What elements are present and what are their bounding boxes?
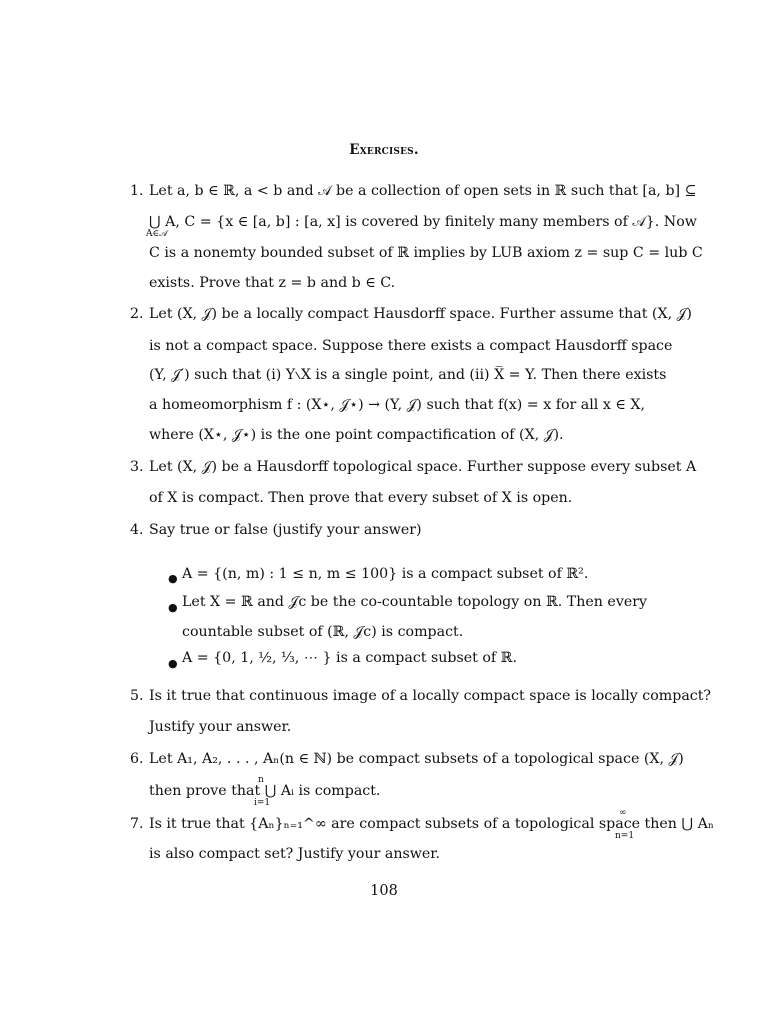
exercise-line: Let (X, 𝒥) be a Hausdorff topological space. Further suppose every subset A: [149, 459, 697, 475]
union-lower-limit: n=1: [615, 831, 635, 841]
bullet-marker: ●: [168, 657, 178, 670]
exercise-number: 2.: [130, 306, 144, 322]
exercise-number: 5.: [130, 688, 144, 704]
exercise-line: (Y, 𝒥′) such that (i) Y∖X is a single point, and (ii) X̅ = Y. Then there exists: [149, 367, 667, 383]
exercise-line: Let a, b ∈ ℝ, a < b and 𝒜 be a collection of open sets in ℝ such that [a, b] ⊆: [149, 183, 697, 199]
exercise-line: Let A₁, A₂, . . . , Aₙ(n ∈ ℕ) be compact subsets of a topological space (X, 𝒥): [149, 751, 684, 767]
exercise-number: 3.: [130, 459, 144, 475]
bullet-item: A = {(n, m) : 1 ≤ n, m ≤ 100} is a compact subset of ℝ².: [182, 566, 589, 582]
exercise-line: of X is compact. Then prove that every subset of X is open.: [149, 490, 573, 506]
union-subscript: A∈𝒜: [146, 229, 168, 239]
exercise-line: Let (X, 𝒥) be a locally compact Hausdorff space. Further assume that (X, 𝒥): [149, 306, 692, 322]
bullet-item-continuation: countable subset of (ℝ, 𝒥c) is compact.: [182, 624, 464, 640]
bullet-marker: ●: [168, 601, 178, 614]
exercise-line: ⋃ A, C = {x ∈ [a, b] : [a, x] is covered by finitely many members of 𝒜}. Now: [149, 214, 697, 230]
exercise-number: 6.: [130, 751, 144, 767]
exercise-line: then prove that ⋃ Aᵢ is compact.: [149, 783, 381, 799]
exercise-line: Justify your answer.: [149, 719, 292, 735]
exercise-number: 1.: [130, 183, 144, 199]
page-number: 108: [370, 883, 398, 899]
union-upper-limit: ∞: [619, 808, 627, 818]
exercise-line: is also compact set? Justify your answer.: [149, 846, 441, 862]
exercise-line: Is it true that {Aₙ}ₙ₌₁^∞ are compact subsets of a topological space then ⋃ Aₙ: [149, 816, 714, 832]
exercise-line: a homeomorphism f : (X⋆, 𝒥⋆) → (Y, 𝒥) such that f(x) = x for all x ∈ X,: [149, 397, 645, 413]
exercise-number: 7.: [130, 816, 144, 832]
exercise-line: exists. Prove that z = b and b ∈ C.: [149, 275, 396, 291]
exercise-line: where (X⋆, 𝒥⋆) is the one point compactification of (X, 𝒥).: [149, 427, 564, 443]
bullet-item: Let X = ℝ and 𝒥c be the co-countable topology on ℝ. Then every: [182, 594, 648, 610]
exercise-line: is not a compact space. Suppose there exists a compact Hausdorff space: [149, 338, 673, 354]
page-heading: Exercises.: [349, 142, 419, 158]
exercise-line: C is a nonemty bounded subset of ℝ implies by LUB axiom z = sup C = lub C: [149, 245, 703, 261]
union-lower-limit: i=1: [254, 798, 271, 808]
exercise-number: 4.: [130, 522, 144, 538]
union-upper-limit: n: [258, 775, 264, 785]
bullet-item: A = {0, 1, ½, ⅓, ⋯ } is a compact subset of ℝ.: [182, 650, 517, 666]
exercise-line: Is it true that continuous image of a locally compact space is locally compact?: [149, 688, 712, 704]
bullet-marker: ●: [168, 572, 178, 585]
exercise-line: Say true or false (justify your answer): [149, 522, 422, 538]
